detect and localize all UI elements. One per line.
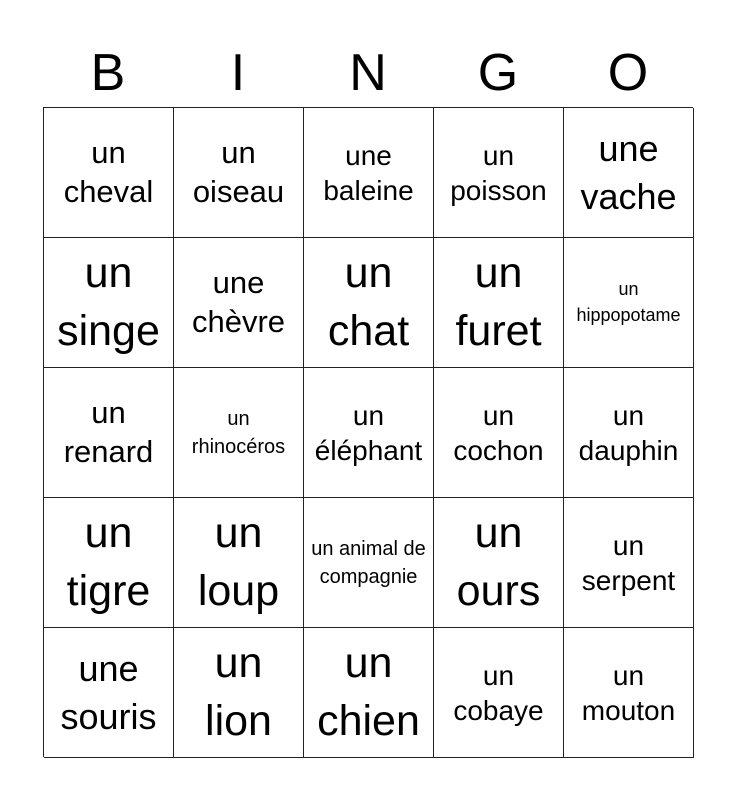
cell-text: un ours (456, 509, 541, 615)
bingo-cell[interactable] (304, 238, 434, 368)
cell-text: une vache (580, 127, 677, 217)
bingo-cell[interactable] (44, 368, 174, 498)
header-letter-g: G (477, 44, 519, 102)
bingo-cell[interactable] (564, 498, 694, 628)
header-letter-o: O (607, 44, 649, 102)
bingo-cell[interactable] (174, 108, 304, 238)
bingo-cell[interactable] (174, 628, 304, 758)
cell-text: un tigre (66, 509, 151, 615)
cell-text: un serpent (581, 529, 676, 596)
cell-text: une baleine (323, 139, 414, 206)
bingo-cell[interactable] (44, 238, 174, 368)
cell-text: un cobaye (453, 659, 544, 726)
bingo-cell[interactable] (434, 628, 564, 758)
bingo-cell[interactable] (304, 498, 434, 628)
cell-text: un loup (197, 509, 280, 615)
cell-text: un singe (57, 249, 160, 355)
bingo-cell[interactable] (44, 498, 174, 628)
bingo-cell[interactable] (44, 108, 174, 238)
cell-text: une souris (60, 647, 157, 737)
cell-text: un chat (327, 249, 410, 355)
cell-text: un furet (455, 249, 542, 355)
cell-text: un chien (317, 639, 420, 745)
cell-text: un mouton (581, 659, 676, 726)
bingo-cell[interactable] (44, 628, 174, 758)
cell-text: un cheval (63, 134, 154, 209)
cell-text: un dauphin (578, 399, 679, 466)
cell-text: un hippopotame (576, 279, 681, 325)
bingo-cell[interactable] (174, 368, 304, 498)
bingo-cell[interactable] (564, 238, 694, 368)
bingo-cell[interactable] (434, 238, 564, 368)
cell-text: un animal de compagnie (311, 537, 426, 588)
cell-text: un rhinocéros (191, 407, 286, 458)
bingo-header (43, 40, 693, 106)
bingo-cell[interactable] (174, 238, 304, 368)
bingo-cell[interactable] (434, 368, 564, 498)
header-letter-b: B (90, 44, 126, 102)
bingo-cell[interactable] (564, 628, 694, 758)
bingo-cell[interactable] (174, 498, 304, 628)
bingo-cell[interactable] (564, 368, 694, 498)
bingo-grid (43, 107, 693, 757)
cell-text: un poisson (450, 139, 547, 206)
bingo-cell[interactable] (434, 108, 564, 238)
bingo-cell[interactable] (304, 628, 434, 758)
cell-text: un oiseau (192, 134, 285, 209)
cell-text: un cochon (453, 399, 544, 466)
bingo-cell[interactable] (304, 108, 434, 238)
header-letter-n: N (349, 44, 387, 102)
cell-text: un lion (205, 639, 272, 745)
bingo-cell[interactable] (304, 368, 434, 498)
bingo-cell[interactable] (434, 498, 564, 628)
cell-text: une chèvre (191, 264, 286, 339)
header-letter-i: I (230, 44, 246, 102)
cell-text: un renard (63, 394, 154, 469)
bingo-cell[interactable] (564, 108, 694, 238)
cell-text: un éléphant (314, 399, 423, 466)
